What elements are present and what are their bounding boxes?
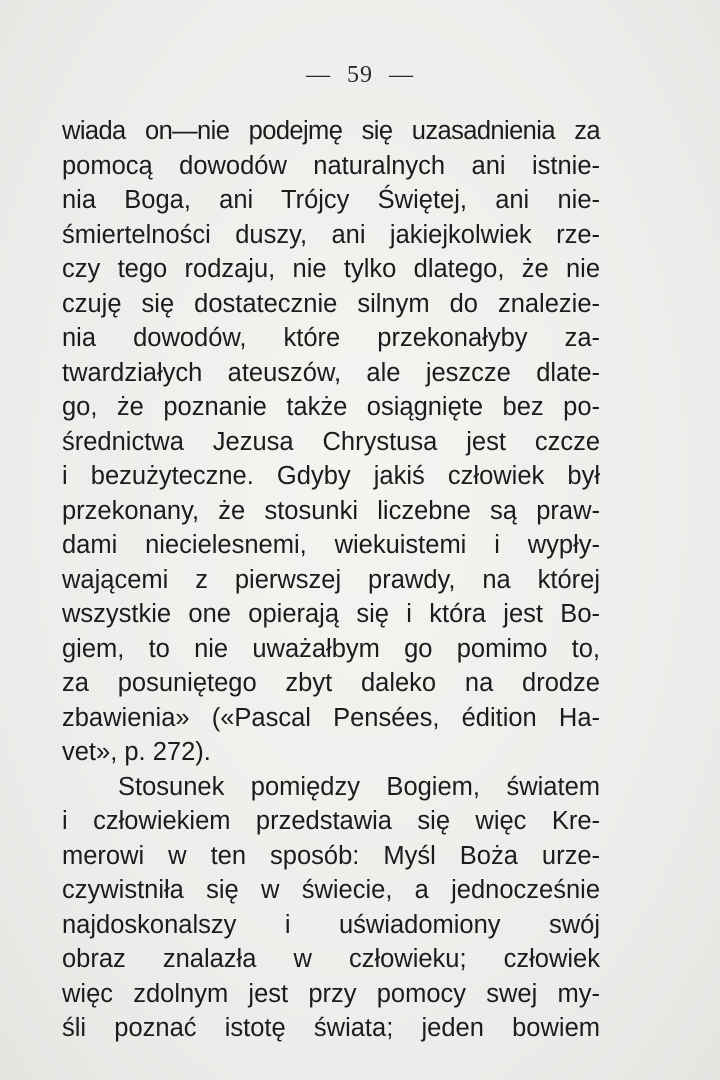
text-line: wającemi z pierwszej prawdy, na której	[62, 565, 600, 594]
text-line: śli poznać istotę świata; jeden bowiem	[62, 1014, 600, 1042]
page-header	[0, 62, 720, 89]
header-dash-right: —	[389, 62, 414, 88]
text-line: śmiertelności duszy, ani jakiejkolwiek rze-	[62, 220, 600, 249]
text-line: najdoskonalszy i uświadomiony swój	[62, 910, 600, 939]
text-line: twardziałych ateuszów, ale jeszcze dlate-	[62, 358, 600, 387]
text-line: zbawienia» («Pascal Pensées, édition Ha-	[62, 703, 600, 732]
text-line: pomocą dowodów naturalnych ani istnie-	[62, 151, 600, 180]
text-line: merowi w ten sposób: Myśl Boża urze-	[62, 841, 600, 870]
text-line: za posuniętego zbyt daleko na drodze	[62, 669, 600, 697]
header-dash-left: —	[306, 62, 331, 88]
text-line: nia dowodów, które przekonałyby za-	[62, 324, 600, 352]
text-line: i bezużyteczne. Gdyby jakiś człowiek był	[62, 462, 600, 490]
text-line: średnictwa Jezusa Chrystusa jest czcze	[62, 427, 600, 456]
text-line: go, że poznanie także osiągnięte bez po-	[62, 393, 600, 421]
text-line: czuję się dostatecznie silnym do znalezie-	[62, 289, 600, 318]
paragraph-continuation	[62, 114, 600, 770]
page-body-text	[62, 114, 600, 1046]
text-line: nia Boga, ani Trójcy Świętej, ani nie-	[62, 186, 600, 214]
text-line: więc zdolnym jest przy pomocy swej my-	[62, 979, 600, 1008]
paragraph	[62, 770, 600, 1046]
page-number: 59	[347, 62, 373, 88]
text-line: wszystkie one opierają się i która jest Bo-	[62, 600, 600, 628]
text-line: i człowiekiem przedstawia się więc Kre-	[62, 807, 600, 835]
text-line: czy tego rodzaju, nie tylko dlatego, że nie	[62, 255, 600, 283]
text-line: Stosunek pomiędzy Bogiem, światem	[118, 772, 600, 801]
text-line: dami niecielesnemi, wiekuistemi i wypły-	[62, 531, 600, 559]
text-line: czywistniła się w świecie, a jednocześnie	[62, 876, 600, 904]
text-line: przekonany, że stosunki liczebne są praw-	[62, 496, 600, 525]
text-line: vet», p. 272).	[62, 738, 211, 766]
text-line: obraz znalazła w człowieku; człowiek	[62, 945, 600, 973]
text-line: wiada on—nie podejmę się uzasadnienia za	[62, 117, 600, 145]
text-line: giem, to nie uważałbym go pomimo to,	[62, 634, 600, 663]
